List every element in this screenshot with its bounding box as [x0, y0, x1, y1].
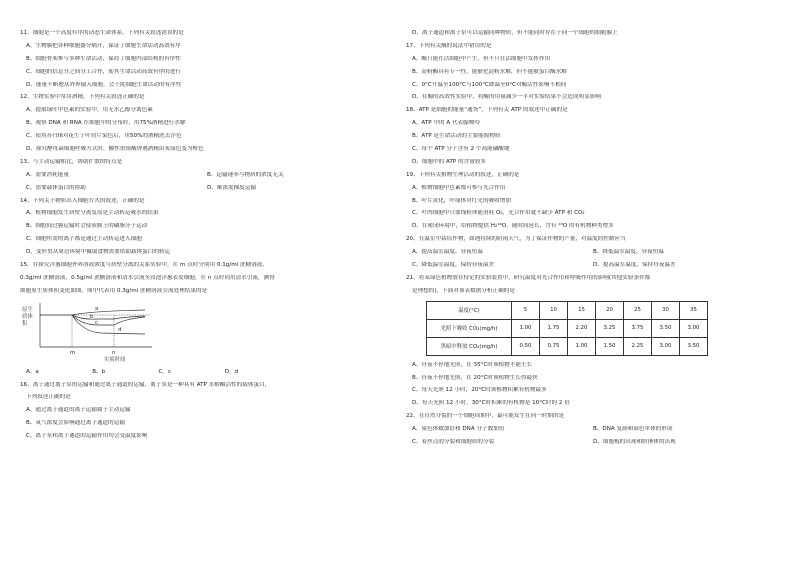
table-cell: 温度(°C) — [427, 301, 512, 319]
q21-stem-1: 21、将某绿色植物放在特定的实验装置中，研究温度对光合作用和呼吸作用的影响(其他实验条件都 — [406, 274, 651, 281]
left-column — [20, 30, 388, 446]
q11-option-d: D、能量不断地从外界输入细胞，会干扰细胞生命活动的有序性 — [26, 81, 182, 88]
q22-option-c: C、着丝点的分裂和细胞质的分裂 — [412, 439, 495, 446]
q16-option-d: D、离子通道和离子泵可以运输同种物质，但不能同时存在于同一个细胞的细胞膜上 — [412, 30, 618, 36]
q22-option-d: D、细胞板的出现和纺锤体的出现 — [593, 439, 676, 446]
table-cell: 30 — [652, 301, 680, 319]
q15-stem-3: 细胞原生质体积变化如图，图中代表用 0.3g/ml 蔗糖溶液引流处理结果的是 — [20, 287, 208, 294]
curve-c-label: c — [95, 319, 98, 326]
table-cell: 2.20 — [568, 319, 596, 337]
table-cell: 3.00 — [652, 337, 680, 355]
table-header-row — [427, 301, 708, 319]
table-cell: 2.25 — [624, 337, 652, 355]
table-cell: 3.50 — [680, 337, 708, 355]
q13-stem: 13、与主动运输相比，协助扩散的特点是 — [20, 158, 123, 165]
q15-option-c: C、c — [158, 368, 172, 375]
q12-option-b: B、观察 DNA 和 RNA 在细胞中的分布时，用75%酒精进行水解 — [26, 120, 186, 127]
q15-stem-1: 15、在探究洋葱细胞外界溶液浓度与质壁分离的关系实验中，在 m 点时分别用 0.1g/ml 蔗糖溶液、 — [20, 262, 268, 269]
q15-option-d: D、d — [224, 368, 239, 375]
q17-option-a: A、酶只能在活细胞中产生，但不只在活细胞中发挥作用 — [412, 55, 551, 62]
q14-stem: 14、下列关于物质出入细胞方式的叙述，正确的是 — [20, 197, 145, 204]
q15-curve-graph — [20, 301, 190, 363]
table-cell: 1.00 — [512, 319, 540, 337]
q20-option-a: A、提高温室温度，昼夜恒温 — [412, 249, 483, 256]
table-cell: 1.00 — [568, 337, 596, 355]
q16-option-a: A、通过离子通道的离子运输属于主动运输 — [26, 407, 131, 414]
table-cell: 3.00 — [680, 319, 708, 337]
q19-option-d: D、在密闭环境中，给植物提供 H₂¹⁸O，随时间延长，含有 ¹⁸O 的有机物种类增多 — [412, 223, 614, 230]
table-cell: 黑暗中释放 CO₂(mg/h) — [427, 337, 512, 355]
q13-option-c: C、需要载体蛋白的协助 — [26, 184, 86, 191]
table-cell: 25 — [624, 301, 652, 319]
q20-options-cd — [406, 262, 774, 270]
table-cell: 1.75 — [540, 319, 568, 337]
q11-option-b: B、细胞骨架参与多种生命活动，保持了细胞内部结构的有序性 — [26, 55, 181, 62]
q20-option-d: D、提高温室温度，保持昼夜温差 — [593, 262, 676, 269]
q15-options — [20, 369, 388, 377]
q15-stem-2: 0.3g/ml 蔗糖溶液、0.5g/ml 蔗糖溶液和清水引流至浸泡洋葱表皮细胞，在 n 点时同用清水引流，测得 — [20, 274, 275, 281]
table-cell: 20 — [596, 301, 624, 319]
q13-options-ab — [20, 172, 388, 180]
q16-stem-1: 16、离子通过离子泵的运输和通过离子通道的运输，离子泵是一种具有 ATP 水解酶活性的载体蛋白， — [20, 381, 271, 388]
x-axis-label: 实验时间 — [104, 356, 126, 363]
q12-stem: 12、生物实验中常用酒精，下列有关叙述正确的是 — [20, 94, 145, 101]
q11-option-c: C、细胞的信息分之间分工合作，使其生命活动高效有序的进行 — [26, 68, 181, 75]
table-cell: 0.75 — [540, 337, 568, 355]
q13-option-a: A、需要消耗能量 — [26, 171, 69, 178]
q12-option-d: D、探究酵母菌细胞呼吸方式时，酸性重铬酸钾遇酒精由灰绿色变为橙色 — [26, 146, 204, 153]
table-cell: 光照下吸收 CO₂(mg/h) — [427, 319, 512, 337]
q13-option-d: D、顺浓度梯度运输 — [207, 184, 257, 191]
q13-option-b: B、运输速率与物质的浓度无关 — [207, 171, 284, 178]
q18-option-c: C、每个 ATP 分子含有 2 个高能磷酸键 — [412, 146, 510, 153]
table-cell: 5 — [512, 301, 540, 319]
curve-d-label: d — [118, 326, 122, 333]
q21-option-a: A、昼夜不停地光照，在 35°C时该植物不能生长 — [412, 361, 533, 368]
y-axis-label-2: 质体 — [22, 313, 33, 320]
q16-option-c: C、离子泵和离子通道的运输作用均会受温度影响 — [26, 433, 148, 440]
q22-stem: 22、在自然分裂的一个细胞周期中，最可能发生在同一时期的是 — [406, 413, 565, 420]
q17-option-b: B、淀粉酶具有专一性，能催化淀粉水解，但不能被蛋白酶水解 — [412, 68, 567, 75]
table-cell: 15 — [568, 301, 596, 319]
y-axis-label-3: 积 — [22, 320, 28, 327]
q14-option-b: B、细胞间过膜运输时会使质膜上的磷脂分子运动 — [26, 223, 148, 230]
curve-b-label: b — [90, 313, 94, 320]
q20-options-ab — [406, 249, 774, 257]
q21-option-d: D、每天光照 12 小时，30°C时积累的有机物是 10°C时的 2 倍 — [412, 400, 570, 407]
q11-option-a: A、生物膜把各种细胞器分隔开，保证了细胞生命活动高效有序 — [26, 42, 181, 49]
q20-option-c: C、降低温室温度，保持昼夜温差 — [412, 262, 495, 269]
right-column — [406, 30, 774, 452]
q21-option-b: B、昼夜不停地光照，在 20°C时该植物生长得最快 — [412, 374, 538, 381]
n-label: n — [112, 349, 116, 356]
q21-option-c: C、每天光照 12 小时，20°C时该植物积累有机物最多 — [412, 387, 547, 394]
q14-option-c: C、细胞所需的离子都是通过主动转运进入细胞 — [26, 236, 142, 243]
q19-option-b: B、叶片黄化，叶绿体对红光的吸收增加 — [412, 197, 511, 204]
y-axis-label-1: 原生 — [22, 306, 33, 313]
q17-option-d: D、在酶的高效性实验中，将酶的用量减少一半对实验结果不会造成明显影响 — [412, 94, 601, 101]
q22-option-b: B、DNA 复制和染色单体的形成 — [593, 426, 673, 433]
q19-option-a: A、植物细胞中色素都可参与光合作用 — [412, 184, 506, 191]
curve-a-label: a — [95, 305, 99, 312]
table-cell: 1.50 — [596, 337, 624, 355]
q16-option-b: B、氧气浓度会影响通过离子通道的运输 — [26, 420, 125, 427]
q11-stem: 11、细胞是一个高度有序的动态生命体系，下列有关叙述错误的是 — [20, 30, 184, 36]
m-label: m — [70, 349, 76, 356]
q15-option-b: B、b — [92, 368, 106, 375]
q21-data-table — [426, 301, 708, 356]
q19-stem: 19、下列有关植物生理活动的叙述，正确的是 — [406, 171, 520, 178]
q15-option-a: A、a — [26, 368, 39, 375]
q15-figure — [20, 301, 388, 363]
q18-option-a: A、ATP 中的 A 代表腺嘌呤 — [412, 120, 480, 127]
table-cell: 35 — [680, 301, 708, 319]
q18-option-b: B、ATP 是生命活动的主要能源物质 — [412, 133, 501, 140]
table-row — [427, 337, 708, 355]
q18-option-d: D、细胞中的 ATP 的含量较多 — [412, 158, 486, 165]
q21-stem-2: 是理想的)，下面对该表数据分析正确的是 — [412, 287, 515, 294]
table-cell: 3.75 — [624, 319, 652, 337]
q19-option-c: C、叶肉细胞中只要线粒体能消耗 O₂，光合作用就不缺少 ATP 和 CO₂ — [412, 210, 585, 217]
table-cell: 3.50 — [652, 319, 680, 337]
table-cell: 10 — [540, 301, 568, 319]
q12-option-a: A、提取绿叶中色素的实验中，用无水乙醇分离色素 — [26, 107, 153, 114]
table-row — [427, 319, 708, 337]
q14-option-a: A、植物细胞发生质壁分离复原是主动转运吸水的结果 — [26, 210, 159, 217]
q17-stem: 17、下列有关酶的说法中错误的是 — [406, 42, 492, 49]
q14-option-d: D、变形虫从周边环境中摄取食物需要借助载体蛋白的转运 — [26, 249, 171, 256]
q13-options-cd — [20, 185, 388, 193]
q12-option-c: C、使用苏丹III对花生子叶切片染色后，用50%的酒精洗去浮色 — [26, 133, 182, 140]
curve-d — [72, 315, 145, 334]
table-cell: 3.25 — [596, 319, 624, 337]
q20-stem: 20、在温室中栽培作物，如遇持续的阴雨天气，为了保证作物的产量，对温度的控制应当 — [406, 236, 626, 243]
q18-stem: 18、ATP 是细胞的能量“通货”，下列有关 ATP 的叙述中正确的是 — [406, 107, 568, 114]
q22-options-ab — [406, 426, 774, 434]
table-cell: 0.50 — [512, 337, 540, 355]
q16-stem-2: 下列叙述正确的是 — [26, 394, 71, 401]
q22-option-a: A、染色体数加倍和 DNA 分子数加倍 — [412, 426, 505, 433]
q20-option-b: B、降低温室温度，昼夜恒温 — [593, 249, 664, 256]
q17-option-c: C、0°C升温至100°C与100°C降温至0°C对酶活性影响不相同 — [412, 81, 567, 88]
q22-options-cd — [406, 439, 774, 447]
